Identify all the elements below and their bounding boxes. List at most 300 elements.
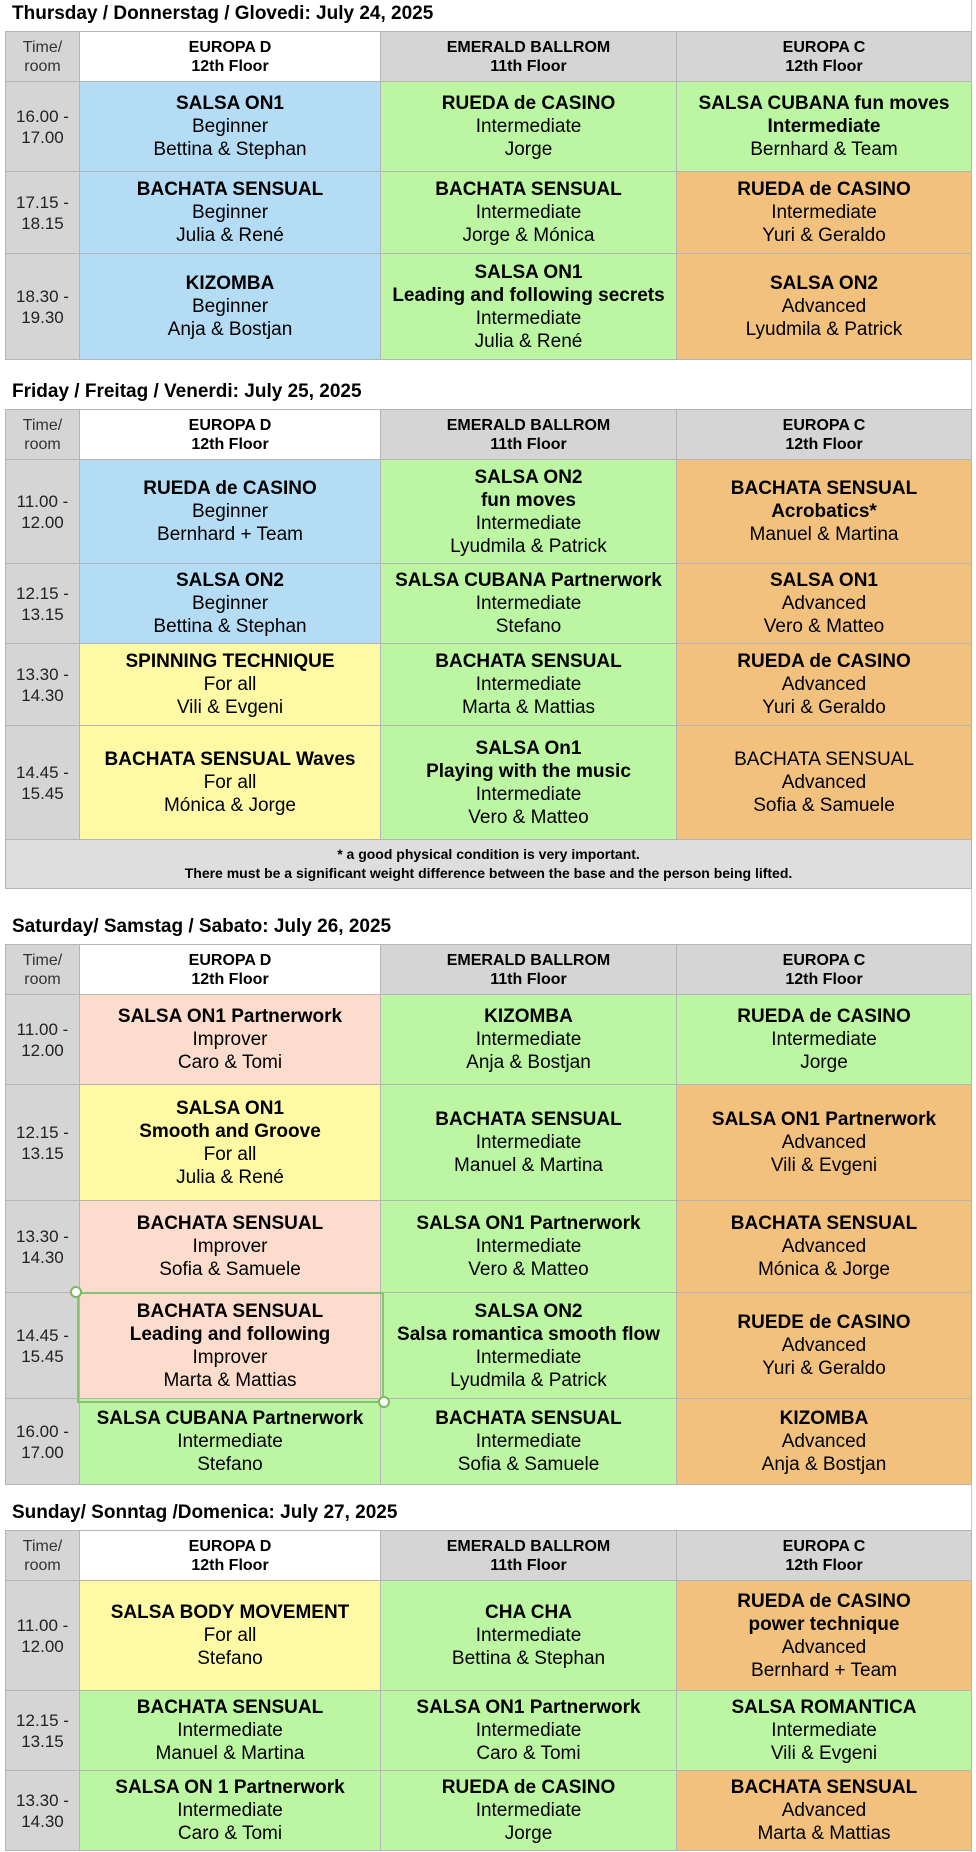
room-header bbox=[80, 410, 381, 460]
time-end: 13.15 bbox=[21, 1731, 64, 1751]
class-detail: Stefano bbox=[495, 616, 562, 637]
room-floor: 12th Floor bbox=[785, 435, 863, 453]
class-detail: Jorge bbox=[504, 1823, 553, 1844]
room-header bbox=[677, 1531, 972, 1581]
header-row bbox=[6, 410, 972, 460]
class-detail: Anja & Bostjan bbox=[167, 319, 293, 340]
class-title: BACHATA SENSUAL bbox=[136, 1300, 324, 1322]
class-detail: Leading and following secrets bbox=[392, 284, 665, 306]
class-detail: Intermediate bbox=[475, 1431, 582, 1452]
class-title: SALSA ON1 Partnerwork bbox=[416, 1213, 641, 1234]
class-cell[interactable] bbox=[381, 172, 677, 254]
class-detail: Intermediate bbox=[475, 1625, 582, 1646]
class-cell[interactable] bbox=[677, 1691, 972, 1771]
class-detail: Stefano bbox=[197, 1454, 263, 1475]
time-slot-cell bbox=[6, 1085, 80, 1201]
time-end: 13.15 bbox=[21, 604, 64, 624]
class-cell[interactable] bbox=[381, 1691, 677, 1771]
class-cell[interactable] bbox=[381, 1771, 677, 1851]
class-title: SALSA ON1 Partnerwork bbox=[416, 1697, 641, 1718]
room-name: EMERALD BALLROM bbox=[446, 416, 611, 434]
class-title: SPINNING TECHNIQUE bbox=[125, 651, 335, 672]
class-title: SALSA CUBANA Partnerwork bbox=[96, 1408, 364, 1429]
class-detail: Intermediate bbox=[475, 1029, 582, 1050]
class-title: SALSA ON1 bbox=[769, 570, 879, 591]
time-start: 13.30 - bbox=[16, 1226, 69, 1246]
time-slot-row bbox=[6, 1771, 972, 1851]
class-detail: Beginner bbox=[191, 116, 269, 137]
room-name: EUROPA D bbox=[188, 38, 272, 56]
room-header bbox=[381, 945, 677, 995]
class-detail: Beginner bbox=[191, 296, 269, 317]
class-title: RUEDA de CASINO bbox=[737, 651, 911, 672]
time-slot-cell bbox=[6, 995, 80, 1085]
room-name: EMERALD BALLROM bbox=[446, 1537, 611, 1555]
class-title: RUEDA de CASINO bbox=[441, 1777, 616, 1798]
class-title: SALSA ROMANTICA bbox=[731, 1697, 917, 1718]
class-detail: Caro & Tomi bbox=[177, 1823, 283, 1844]
class-cell[interactable] bbox=[677, 460, 972, 564]
class-title: BACHATA SENSUAL bbox=[136, 179, 324, 200]
time-start: 11.00 - bbox=[16, 1615, 69, 1635]
class-cell[interactable] bbox=[677, 1293, 972, 1399]
time-end: 17.00 bbox=[21, 1442, 64, 1462]
room-floor: 11th Floor bbox=[490, 970, 567, 988]
class-cell[interactable] bbox=[381, 254, 677, 360]
time-slot-row bbox=[6, 1691, 972, 1771]
time-slot-row bbox=[6, 460, 972, 564]
time-slot-row bbox=[6, 1085, 972, 1201]
class-cell[interactable] bbox=[381, 460, 677, 564]
class-cell[interactable] bbox=[677, 726, 972, 840]
class-detail: Vili & Evgeni bbox=[176, 697, 284, 718]
room-floor: 12th Floor bbox=[785, 970, 863, 988]
class-detail: Bernhard + Team bbox=[157, 524, 303, 545]
time-end: 14.30 bbox=[21, 1247, 64, 1267]
class-detail: Smooth and Groove bbox=[139, 1120, 321, 1142]
class-detail: Sofia & Samuele bbox=[457, 1454, 600, 1475]
class-detail: Advanced bbox=[781, 1236, 867, 1257]
class-detail: Intermediate bbox=[177, 1800, 283, 1821]
class-detail: Intermediate bbox=[475, 116, 582, 137]
class-title: SALSA ON1 bbox=[474, 261, 583, 283]
class-cell[interactable] bbox=[677, 254, 972, 360]
footnote-line: * a good physical condition is very important. bbox=[337, 846, 640, 862]
class-title: KIZOMBA bbox=[484, 1006, 573, 1027]
class-detail: Playing with the music bbox=[426, 760, 631, 782]
room-header bbox=[677, 410, 972, 460]
class-title: SALSA CUBANA Partnerwork bbox=[395, 570, 662, 591]
class-title: RUEDA de CASINO bbox=[737, 1006, 911, 1027]
class-detail: Vili & Evgeni bbox=[770, 1155, 878, 1176]
class-detail: Manuel & Martina bbox=[155, 1743, 305, 1764]
class-detail: Bettina & Stephan bbox=[153, 139, 307, 160]
class-title: SALSA ON2 bbox=[175, 570, 285, 591]
class-title: RUEDA de CASINO bbox=[737, 179, 911, 200]
class-detail: Intermediate bbox=[475, 674, 582, 695]
class-detail: Leading and following bbox=[129, 1323, 331, 1345]
class-detail: Advanced bbox=[781, 593, 867, 614]
room-name: EMERALD BALLROM bbox=[446, 951, 611, 969]
class-cell[interactable] bbox=[381, 644, 677, 726]
class-cell[interactable] bbox=[80, 1085, 381, 1201]
class-cell[interactable] bbox=[677, 995, 972, 1085]
class-cell[interactable] bbox=[80, 82, 381, 172]
class-title: KIZOMBA bbox=[779, 1408, 869, 1429]
class-cell[interactable] bbox=[80, 644, 381, 726]
class-cell[interactable] bbox=[677, 1085, 972, 1201]
header-row bbox=[6, 945, 972, 995]
class-title: BACHATA SENSUAL bbox=[136, 1213, 324, 1234]
time-slot-row bbox=[6, 82, 972, 172]
time-slot-row bbox=[6, 726, 972, 840]
header-line: room bbox=[24, 970, 61, 988]
class-detail: Lyudmila & Patrick bbox=[745, 319, 903, 340]
class-cell[interactable] bbox=[677, 564, 972, 644]
time-slot-row bbox=[6, 564, 972, 644]
class-cell[interactable] bbox=[677, 1201, 972, 1293]
day-heading: Saturday/ Samstag / Sabato: July 26, 2025 bbox=[12, 916, 392, 937]
class-detail: Beginner bbox=[191, 202, 269, 223]
room-header bbox=[80, 1531, 381, 1581]
class-cell[interactable] bbox=[381, 1399, 677, 1485]
class-detail: Marta & Mattias bbox=[163, 1369, 297, 1391]
class-title: SALSA ON1 Partnerwork bbox=[711, 1109, 937, 1130]
class-cell[interactable] bbox=[381, 1201, 677, 1293]
time-end: 14.30 bbox=[21, 685, 64, 705]
header-row bbox=[6, 1531, 972, 1581]
class-detail: Marta & Mattias bbox=[757, 1823, 891, 1844]
class-detail: Vero & Matteo bbox=[763, 616, 885, 637]
day-heading: Friday / Freitag / Venerdi: July 25, 2025 bbox=[12, 381, 362, 402]
room-name: EUROPA D bbox=[188, 416, 272, 434]
time-slot-cell bbox=[6, 82, 80, 172]
schedule-table bbox=[5, 409, 972, 889]
class-title: BACHATA SENSUAL bbox=[730, 1213, 918, 1234]
room-floor: 12th Floor bbox=[785, 1556, 863, 1574]
time-slot-row bbox=[6, 254, 972, 360]
class-detail: For all bbox=[203, 1143, 257, 1165]
time-slot-cell bbox=[6, 1691, 80, 1771]
class-cell[interactable] bbox=[80, 1293, 381, 1399]
class-title: SALSA ON1 bbox=[175, 93, 285, 114]
class-detail: Julia & René bbox=[176, 225, 284, 246]
time-start: 18.30 - bbox=[16, 286, 69, 306]
time-slot-row bbox=[6, 1399, 972, 1485]
note-row bbox=[6, 840, 972, 889]
class-title: SALSA ON1 Partnerwork bbox=[117, 1006, 343, 1027]
class-cell[interactable] bbox=[677, 1771, 972, 1851]
room-floor: 12th Floor bbox=[191, 970, 269, 988]
class-detail: Vili & Evgeni bbox=[770, 1743, 878, 1764]
class-title: BACHATA SENSUAL bbox=[730, 478, 918, 499]
time-slot-cell bbox=[6, 644, 80, 726]
class-detail: Julia & René bbox=[176, 1166, 284, 1188]
class-detail: Yuri & Geraldo bbox=[762, 697, 886, 718]
time-end: 12.00 bbox=[21, 512, 64, 532]
room-name: EUROPA C bbox=[782, 1537, 866, 1555]
class-detail: Bernhard + Team bbox=[751, 1659, 897, 1681]
class-detail: Caro & Tomi bbox=[177, 1052, 283, 1073]
time-slot-cell bbox=[6, 1399, 80, 1485]
class-cell[interactable] bbox=[80, 995, 381, 1085]
class-cell[interactable] bbox=[80, 254, 381, 360]
class-title: BACHATA SENSUAL bbox=[435, 651, 622, 672]
time-end: 15.45 bbox=[21, 1346, 64, 1366]
class-detail: Intermediate bbox=[475, 1720, 582, 1741]
class-detail: Advanced bbox=[781, 674, 867, 695]
time-slot-row bbox=[6, 1581, 972, 1691]
class-detail: Beginner bbox=[191, 593, 269, 614]
header-line: Time/ bbox=[22, 38, 63, 56]
class-detail: Acrobatics* bbox=[771, 501, 877, 522]
class-cell[interactable] bbox=[80, 726, 381, 840]
class-detail: Intermediate bbox=[475, 512, 582, 534]
class-detail: Intermediate bbox=[177, 1720, 283, 1741]
time-start: 17.15 - bbox=[16, 192, 69, 212]
class-title: BACHATA SENSUAL bbox=[435, 179, 622, 200]
class-title: RUEDA de CASINO bbox=[441, 93, 616, 114]
header-line: Time/ bbox=[22, 416, 63, 434]
time-end: 12.00 bbox=[21, 1040, 64, 1060]
time-slot-cell bbox=[6, 1771, 80, 1851]
class-detail: Mónica & Jorge bbox=[757, 1259, 890, 1280]
class-detail: Improver bbox=[192, 1346, 268, 1368]
time-start: 11.00 - bbox=[16, 491, 69, 511]
class-cell[interactable] bbox=[80, 460, 381, 564]
class-title: CHA CHA bbox=[485, 1602, 572, 1623]
schedule-table bbox=[5, 944, 972, 1485]
time-start: 14.45 - bbox=[16, 762, 69, 782]
class-title: SALSA ON2 bbox=[474, 1300, 583, 1322]
room-floor: 11th Floor bbox=[490, 435, 567, 453]
class-detail: Intermediate bbox=[475, 1346, 582, 1368]
day-heading: Thursday / Donnerstag / Glovedi: July 24, 2025 bbox=[12, 3, 434, 24]
class-detail: Mónica & Jorge bbox=[163, 795, 296, 816]
class-detail: For all bbox=[203, 674, 257, 695]
class-cell[interactable] bbox=[677, 644, 972, 726]
class-title: RUEDE de CASINO bbox=[737, 1312, 911, 1333]
class-title: SALSA CUBANA fun moves bbox=[698, 93, 950, 114]
time-end: 14.30 bbox=[21, 1811, 64, 1831]
time-slot-cell bbox=[6, 726, 80, 840]
room-header bbox=[381, 32, 677, 82]
class-cell[interactable] bbox=[80, 172, 381, 254]
class-detail: Intermediate bbox=[771, 1029, 877, 1050]
class-detail: Lyudmila & Patrick bbox=[450, 535, 607, 557]
class-detail: Intermediate bbox=[767, 116, 881, 137]
class-title: SALSA ON 1 Partnerwork bbox=[115, 1777, 345, 1798]
room-floor: 12th Floor bbox=[191, 435, 269, 453]
class-detail: Manuel & Martina bbox=[749, 524, 899, 545]
time-room-header bbox=[6, 32, 80, 82]
class-detail: Bettina & Stephan bbox=[451, 1648, 606, 1669]
class-cell[interactable] bbox=[677, 1581, 972, 1691]
time-start: 12.15 - bbox=[16, 1710, 69, 1730]
room-name: EUROPA C bbox=[782, 951, 866, 969]
class-cell[interactable] bbox=[381, 726, 677, 840]
class-detail: Vero & Matteo bbox=[468, 1259, 589, 1280]
class-title: SALSA ON2 bbox=[769, 273, 879, 294]
time-slot-row bbox=[6, 1201, 972, 1293]
header-line: Time/ bbox=[22, 1537, 63, 1555]
class-cell[interactable] bbox=[677, 172, 972, 254]
time-slot-cell bbox=[6, 1201, 80, 1293]
class-title: BACHATA SENSUAL Waves bbox=[104, 749, 356, 770]
class-cell[interactable] bbox=[80, 1201, 381, 1293]
room-name: EMERALD BALLROM bbox=[446, 38, 611, 56]
class-cell[interactable] bbox=[381, 995, 677, 1085]
time-start: 16.00 - bbox=[16, 106, 69, 126]
day-heading: Sunday/ Sonntag /Domenica: July 27, 2025 bbox=[12, 1502, 398, 1523]
time-end: 13.15 bbox=[21, 1143, 64, 1163]
class-title: SALSA ON2 bbox=[474, 466, 583, 488]
room-floor: 12th Floor bbox=[785, 57, 863, 75]
class-title: SALSA On1 bbox=[475, 737, 582, 759]
class-title: KIZOMBA bbox=[185, 273, 275, 294]
class-detail: Jorge & Mónica bbox=[462, 225, 595, 246]
class-title: SALSA ON1 bbox=[175, 1097, 285, 1119]
class-title: BACHATA SENSUAL bbox=[730, 1777, 918, 1798]
room-header bbox=[80, 32, 381, 82]
class-detail: Manuel & Martina bbox=[454, 1155, 603, 1176]
class-cell[interactable] bbox=[80, 1771, 381, 1851]
time-start: 11.00 - bbox=[16, 1019, 69, 1039]
selection-handle-bottom-right[interactable] bbox=[378, 1396, 390, 1408]
class-detail: Improver bbox=[192, 1029, 268, 1050]
class-detail: Advanced bbox=[781, 1335, 867, 1356]
time-slot-row bbox=[6, 172, 972, 254]
class-title: RUEDA de CASINO bbox=[737, 1590, 911, 1612]
class-cell[interactable] bbox=[381, 564, 677, 644]
header-line: room bbox=[24, 435, 61, 453]
class-cell[interactable] bbox=[381, 82, 677, 172]
room-header bbox=[677, 945, 972, 995]
class-detail: Bernhard & Team bbox=[750, 139, 898, 160]
class-title: BACHATA SENSUAL bbox=[136, 1697, 324, 1718]
time-slot-cell bbox=[6, 1293, 80, 1399]
class-cell[interactable] bbox=[80, 564, 381, 644]
schedule-table bbox=[5, 31, 972, 360]
header-line: Time/ bbox=[22, 951, 63, 969]
room-name: EUROPA D bbox=[188, 951, 272, 969]
class-detail: Intermediate bbox=[475, 593, 582, 614]
room-name: EUROPA C bbox=[782, 416, 866, 434]
room-floor: 11th Floor bbox=[490, 1556, 567, 1574]
selection-handle-top-left[interactable] bbox=[70, 1286, 82, 1298]
time-slot-row bbox=[6, 644, 972, 726]
class-title: BACHATA SENSUAL bbox=[435, 1109, 622, 1130]
time-end: 19.30 bbox=[21, 307, 64, 327]
class-cell[interactable] bbox=[677, 82, 972, 172]
class-detail: Salsa romantica smooth flow bbox=[397, 1323, 660, 1345]
time-end: 15.45 bbox=[21, 783, 64, 803]
class-detail: Sofia & Samuele bbox=[159, 1259, 301, 1280]
class-cell[interactable] bbox=[677, 1399, 972, 1485]
time-start: 14.45 - bbox=[16, 1325, 69, 1345]
class-detail: Lyudmila & Patrick bbox=[450, 1369, 607, 1391]
room-header bbox=[677, 32, 972, 82]
class-detail: Intermediate bbox=[771, 1720, 877, 1741]
class-detail: Yuri & Geraldo bbox=[762, 225, 886, 246]
room-floor: 12th Floor bbox=[191, 1556, 269, 1574]
class-detail: Stefano bbox=[197, 1648, 263, 1669]
class-detail: Bettina & Stephan bbox=[153, 616, 307, 637]
schedule-table bbox=[5, 1530, 972, 1851]
class-detail: fun moves bbox=[480, 489, 577, 511]
class-detail: Marta & Mattias bbox=[461, 697, 596, 718]
time-room-header bbox=[6, 1531, 80, 1581]
room-floor: 11th Floor bbox=[490, 57, 567, 75]
class-title: BACHATA SENSUAL bbox=[435, 1408, 622, 1429]
class-cell[interactable] bbox=[381, 1293, 677, 1399]
time-slot-cell bbox=[6, 564, 80, 644]
footnote bbox=[6, 840, 972, 889]
class-detail: Intermediate bbox=[475, 1800, 582, 1821]
time-start: 13.30 - bbox=[16, 1790, 69, 1810]
class-detail: Advanced bbox=[781, 1636, 867, 1658]
time-start: 12.15 - bbox=[16, 1122, 69, 1142]
time-start: 13.30 - bbox=[16, 664, 69, 684]
class-detail: Intermediate bbox=[475, 1132, 582, 1153]
class-detail: Anja & Bostjan bbox=[466, 1052, 591, 1073]
time-end: 12.00 bbox=[21, 1636, 64, 1656]
class-detail: Beginner bbox=[191, 501, 269, 522]
class-cell[interactable] bbox=[80, 1581, 381, 1691]
time-slot-cell bbox=[6, 460, 80, 564]
class-detail: Vero & Matteo bbox=[468, 806, 589, 828]
class-detail: For all bbox=[203, 772, 257, 793]
class-cell[interactable] bbox=[381, 1085, 677, 1201]
class-detail: Intermediate bbox=[177, 1431, 283, 1452]
class-detail: Intermediate bbox=[771, 202, 877, 223]
footnote-line: There must be a significant weight difference between the base and the person being lifted. bbox=[184, 865, 793, 881]
time-room-header bbox=[6, 410, 80, 460]
class-cell[interactable] bbox=[80, 1399, 381, 1485]
room-floor: 12th Floor bbox=[191, 57, 269, 75]
header-line: room bbox=[24, 57, 61, 75]
room-name: EUROPA C bbox=[782, 38, 866, 56]
time-start: 12.15 - bbox=[16, 583, 69, 603]
class-title: SALSA BODY MOVEMENT bbox=[110, 1602, 350, 1623]
class-cell[interactable] bbox=[381, 1581, 677, 1691]
time-slot-cell bbox=[6, 1581, 80, 1691]
class-detail: Jorge bbox=[800, 1052, 848, 1073]
time-room-header bbox=[6, 945, 80, 995]
class-detail: Intermediate bbox=[475, 202, 582, 223]
room-name: EUROPA D bbox=[188, 1537, 272, 1555]
class-title: RUEDA de CASINO bbox=[143, 478, 317, 499]
class-detail: Advanced bbox=[781, 296, 867, 317]
class-title: BACHATA SENSUAL bbox=[734, 749, 914, 770]
class-detail: Advanced bbox=[781, 772, 867, 793]
class-cell[interactable] bbox=[80, 1691, 381, 1771]
room-header bbox=[381, 410, 677, 460]
time-slot-cell bbox=[6, 254, 80, 360]
time-end: 17.00 bbox=[21, 127, 64, 147]
class-detail: Intermediate bbox=[475, 1236, 582, 1257]
time-slot-row bbox=[6, 1293, 972, 1399]
class-detail: Jorge bbox=[504, 139, 553, 160]
class-detail: Caro & Tomi bbox=[476, 1743, 581, 1764]
time-slot-cell bbox=[6, 172, 80, 254]
class-detail: power technique bbox=[748, 1613, 900, 1635]
class-detail: For all bbox=[203, 1625, 257, 1646]
header-line: room bbox=[24, 1556, 61, 1574]
class-detail: Advanced bbox=[781, 1132, 867, 1153]
class-detail: Improver bbox=[192, 1236, 268, 1257]
class-detail: Advanced bbox=[781, 1800, 867, 1821]
